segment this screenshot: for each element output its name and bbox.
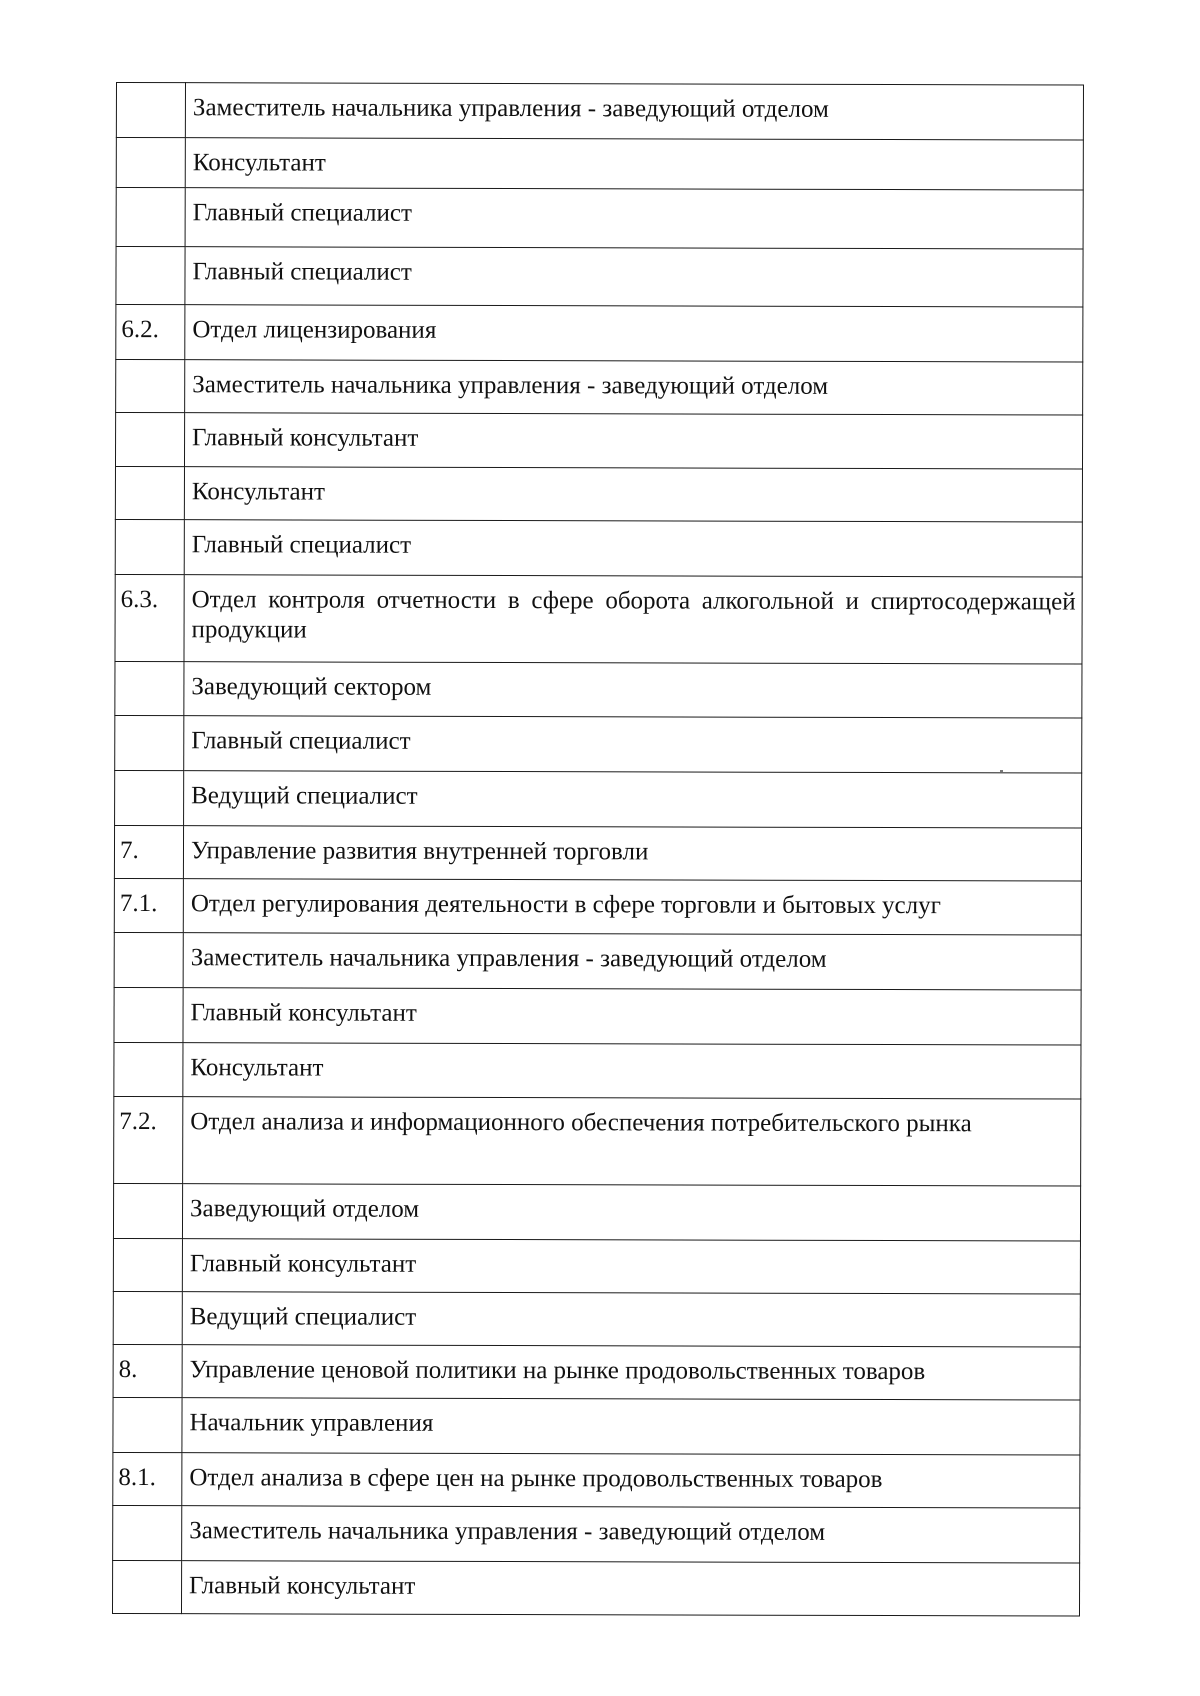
- row-number: [116, 83, 185, 138]
- table-row: [115, 574, 1082, 664]
- table-row: [114, 1096, 1081, 1186]
- position-title: Главный специалист: [185, 188, 1083, 249]
- department-title: Управление развития внутренней торговли: [183, 826, 1081, 881]
- row-number: [115, 661, 184, 715]
- table-row: [114, 1042, 1081, 1099]
- table-row: [114, 825, 1081, 881]
- row-number: [116, 138, 185, 188]
- department-title: Отдел лицензирования: [185, 305, 1083, 362]
- section-number: 8.1.: [113, 1452, 182, 1505]
- table-row: [116, 247, 1083, 308]
- position-title: Ведущий специалист: [184, 771, 1082, 828]
- row-number: [114, 932, 183, 987]
- position-title: Консультант: [184, 467, 1082, 522]
- section-number: 7.1.: [114, 878, 183, 932]
- section-number: 6.2.: [116, 305, 185, 360]
- department-title: Отдел контроля отчетности в сфере оборота алкогольной и спиртосодержащей продукции: [184, 575, 1082, 664]
- position-title: Заведующий отделом: [182, 1184, 1080, 1241]
- row-number: [116, 247, 185, 305]
- table-row: [112, 1560, 1079, 1616]
- row-number: [114, 987, 183, 1042]
- position-title: Главный консультант: [182, 1239, 1080, 1294]
- table-row: [113, 1505, 1080, 1563]
- section-number: 8.: [113, 1344, 182, 1397]
- position-title: Главный специалист: [184, 716, 1082, 773]
- position-title: Главный консультант: [181, 1561, 1079, 1616]
- table-row: [116, 188, 1083, 250]
- position-title: Консультант: [183, 1043, 1081, 1099]
- row-number: [116, 360, 185, 413]
- row-number: [113, 1505, 182, 1560]
- table-row: [115, 413, 1082, 470]
- department-title: Отдел регулирования деятельности в сфере торговли и бытовых услуг: [183, 879, 1081, 935]
- row-number: [116, 188, 185, 247]
- position-title: Главный консультант: [183, 988, 1081, 1045]
- table-row: [113, 1183, 1080, 1241]
- section-number: 7.2.: [114, 1096, 183, 1183]
- table-row: [114, 878, 1081, 935]
- row-number: [113, 1238, 182, 1291]
- table-row: [115, 519, 1082, 577]
- staff-structure-table: [112, 82, 1084, 1617]
- table-row: [113, 1452, 1080, 1508]
- position-title: Начальник управления: [182, 1398, 1080, 1455]
- table-row: [115, 770, 1082, 828]
- table-row: [116, 360, 1083, 416]
- row-number: [115, 519, 184, 574]
- row-number: [115, 467, 184, 520]
- row-number: [113, 1397, 182, 1452]
- row-number: [113, 1183, 182, 1238]
- table-row: [116, 83, 1083, 141]
- row-number: [114, 1042, 183, 1096]
- section-number: 7.: [114, 825, 183, 878]
- department-title: Отдел анализа и информационного обеспечения потребительского рынка: [183, 1097, 1081, 1186]
- position-title: Заместитель начальника управления - заведующий отделом: [185, 360, 1083, 415]
- table-row: [116, 305, 1083, 363]
- table-row: [116, 138, 1083, 191]
- position-title: Ведущий специалист: [182, 1292, 1080, 1347]
- scan-speck: [1000, 770, 1003, 772]
- table-row: [114, 987, 1081, 1045]
- table-row: [115, 467, 1082, 523]
- department-title: Управление ценовой политики на рынке продовольственных товаров: [182, 1345, 1080, 1400]
- position-title: Главный консультант: [184, 413, 1082, 469]
- table-row: [115, 661, 1082, 718]
- table-row: [113, 1344, 1080, 1400]
- position-title: Главный специалист: [185, 247, 1083, 307]
- department-title: Отдел анализа в сфере цен на рынке продовольственных товаров: [182, 1453, 1080, 1508]
- table-row: [114, 932, 1081, 990]
- table-row: [113, 1238, 1080, 1294]
- row-number: [115, 770, 184, 825]
- row-number: [115, 715, 184, 770]
- position-title: Главный специалист: [184, 520, 1082, 577]
- position-title: Консультант: [185, 138, 1083, 190]
- row-number: [115, 413, 184, 467]
- position-title: Заместитель начальника управления - заведующий отделом: [185, 83, 1083, 140]
- table-row: [115, 715, 1082, 773]
- position-title: Заведующий сектором: [184, 662, 1082, 718]
- table-row: [113, 1291, 1080, 1347]
- section-number: 6.3.: [115, 574, 184, 661]
- row-number: [113, 1291, 182, 1344]
- table-row: [113, 1397, 1080, 1455]
- row-number: [112, 1560, 181, 1613]
- position-title: Заместитель начальника управления - заведующий отделом: [182, 1506, 1080, 1563]
- position-title: Заместитель начальника управления - заведующий отделом: [183, 933, 1081, 990]
